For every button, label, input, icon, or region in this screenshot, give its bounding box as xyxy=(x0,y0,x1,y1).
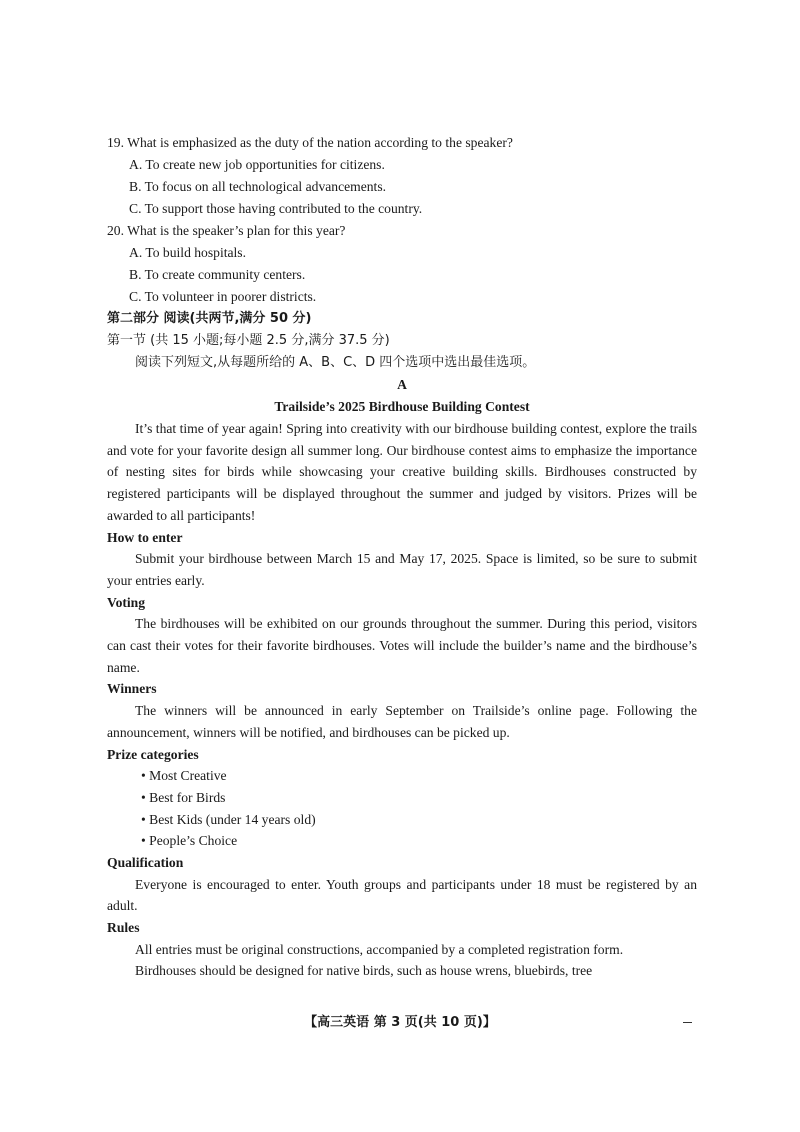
option-b: B. To focus on all technological advancements. xyxy=(129,179,387,194)
heading-how-to-enter: How to enter xyxy=(107,529,183,545)
text-rules-1: All entries must be original constructions, accompanied by a completed registration form. xyxy=(135,941,624,957)
text-how-to-enter: Submit your birdhouse between March 15 and May 17, 2025. Space is limited, so be sure to submit your entries early. xyxy=(107,551,697,588)
page-footer: 【高三英语 第 3 页(共 10 页)】 xyxy=(304,1015,496,1030)
option-b: B. To create community centers. xyxy=(129,267,306,282)
question-stem: 19. What is emphasized as the duty of the nation according to the speaker? xyxy=(107,135,513,150)
option-c: C. To support those having contributed to the country. xyxy=(129,201,423,216)
prize-item: • People’s Choice xyxy=(141,833,238,849)
text-rules-2: Birdhouses should be designed for native birds, such as house wrens, bluebirds, tree xyxy=(135,963,593,979)
heading-qualification: Qualification xyxy=(107,854,184,870)
heading-prize-categories: Prize categories xyxy=(107,746,199,762)
text-winners: The winners will be announced in early September on Trailside’s online page. Following the announcement, winners will be notified, and birdhouses can be picked up. xyxy=(107,703,697,740)
prize-item: • Best for Birds xyxy=(141,789,226,805)
prize-item: • Best Kids (under 14 years old) xyxy=(141,811,316,827)
heading-voting: Voting xyxy=(107,594,146,610)
section-title: 第一节 (共 15 小题;每小题 2.5 分,满分 37.5 分) xyxy=(107,333,390,348)
prize-item: • Most Creative xyxy=(141,768,227,784)
passage-label: A xyxy=(397,377,407,392)
question-20 xyxy=(107,220,697,308)
instruction: 阅读下列短文,从每题所给的 A、B、C、D 四个选项中选出最佳选项。 xyxy=(135,355,536,370)
option-a: A. To create new job opportunities for citizens. xyxy=(129,157,385,172)
passage-title: Trailside’s 2025 Birdhouse Building Contest xyxy=(274,399,530,414)
corner-mark xyxy=(683,1022,692,1023)
text-voting: The birdhouses will be exhibited on our grounds throughout the summer. During this period, visitors can cast their votes for their favorite birdhouses. Votes will include the builder’s name and the birdhouse’s name. xyxy=(107,616,697,675)
option-c: C. To volunteer in poorer districts. xyxy=(129,289,317,304)
part-title: 第二部分 阅读(共两节,满分 50 分) xyxy=(107,311,312,326)
heading-winners: Winners xyxy=(107,681,157,697)
passage-intro: It’s that time of year again! Spring into creativity with our birdhouse building contest, explore the trails and vote for your favorite design all summer long. Our birdhouse contest aims to emphasize the importance of nesting sites for birds while showcasing your creative building skills. Birdhouses constructed by registered participants will be displayed throughout the summer and judged by visitors. Prizes will be awarded to all participants! xyxy=(107,421,697,523)
question-19 xyxy=(107,132,697,220)
text-qualification: Everyone is encouraged to enter. Youth groups and participants under 18 must be registered by an adult. xyxy=(107,876,697,914)
question-stem: 20. What is the speaker’s plan for this year? xyxy=(107,223,346,238)
heading-rules: Rules xyxy=(107,920,140,936)
page-content xyxy=(107,132,697,982)
option-a: A. To build hospitals. xyxy=(129,245,246,260)
